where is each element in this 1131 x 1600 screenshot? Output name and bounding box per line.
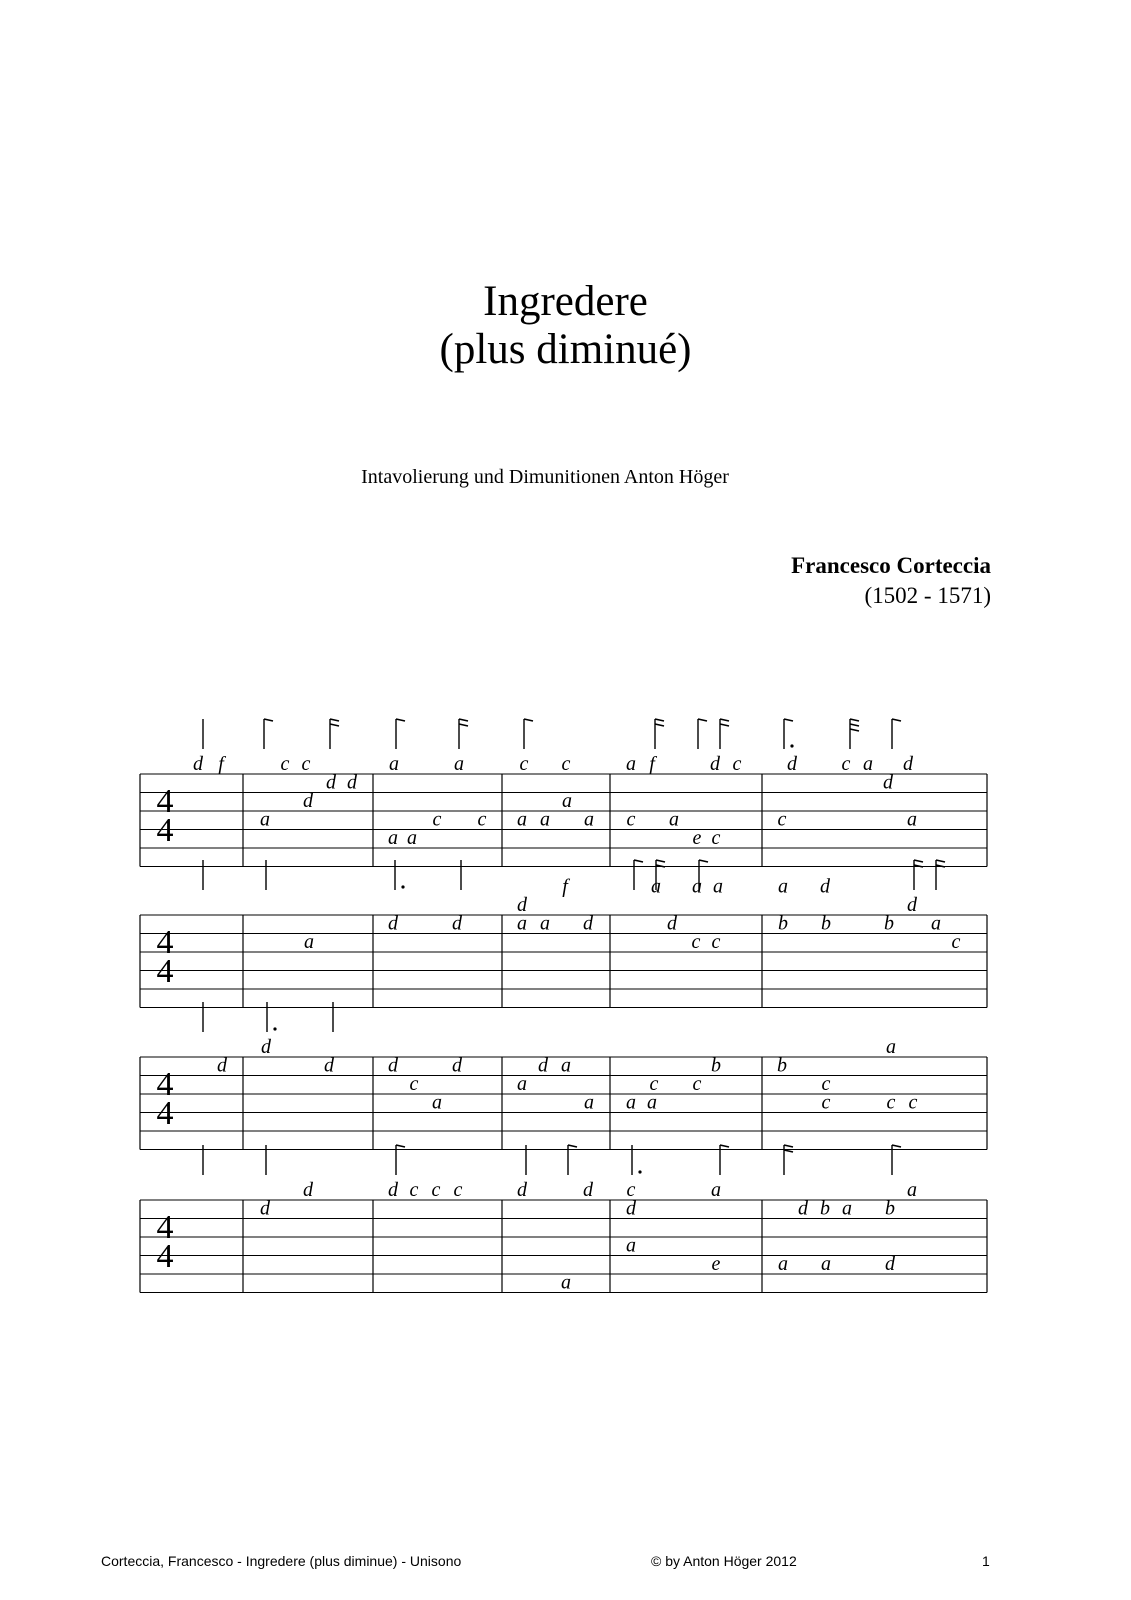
rhythm-flag (699, 860, 708, 862)
tab-letter: a (651, 875, 661, 898)
tab-letter: c (908, 1091, 918, 1114)
tab-letter: d (667, 912, 677, 935)
tab-letter: c (732, 753, 742, 775)
rhythm-flag (524, 719, 533, 721)
page-number: 1 (982, 1553, 990, 1569)
tab-letter: a (407, 827, 417, 849)
rhythm-flag (655, 724, 664, 726)
tab-letter: b (884, 912, 894, 935)
tab-letter: d (193, 753, 203, 775)
tab-letter: a (886, 1036, 896, 1058)
tab-letter: a (842, 1197, 852, 1220)
rhythm-flag (634, 860, 643, 862)
rhythm-flag (656, 860, 665, 862)
tab-letter: b (778, 912, 788, 935)
tab-letter: b (820, 1197, 830, 1220)
tab-letter: c (649, 1073, 659, 1095)
tab-letter: c (951, 931, 961, 953)
tab-letter: d (787, 753, 797, 775)
title-line-1: Ingredere (483, 278, 648, 325)
tab-letter: c (301, 753, 311, 775)
tab-letter: a (821, 1253, 831, 1275)
rhythm-flag (720, 1145, 729, 1147)
tab-letter: c (626, 1179, 636, 1201)
rhythm-flag (720, 724, 729, 726)
tab-letter: d (347, 771, 357, 794)
tab-letter: c (691, 931, 701, 953)
tab-letter: d (452, 1054, 462, 1077)
title-line-2: (plus diminué) (439, 326, 692, 373)
rhythm-flag (784, 719, 793, 721)
tab-letter: a (260, 808, 270, 831)
tab-letter: a (907, 1179, 917, 1201)
tab-letter: a (626, 753, 636, 775)
tab-letter: a (626, 1091, 636, 1114)
rhythm-flag (936, 860, 945, 862)
composer-dates: (1502 - 1571) (864, 583, 991, 608)
time-signature-bottom: 4 (156, 812, 174, 849)
tab-letter: a (561, 1271, 571, 1294)
tab-letter: d (388, 1054, 398, 1077)
rhythm-flag (330, 719, 339, 721)
rhythm-dot (273, 1027, 276, 1030)
tab-letter: a (626, 1234, 636, 1257)
tab-letter: c (280, 753, 290, 775)
rhythm-dot (638, 1170, 641, 1173)
tab-letter: a (304, 931, 314, 953)
tab-letter: d (820, 875, 830, 898)
rhythm-dot (401, 885, 404, 888)
tab-letter: d (798, 1197, 808, 1220)
tab-letter: a (561, 1054, 571, 1077)
tab-letter: d (388, 912, 398, 935)
rhythm-flag (720, 719, 729, 721)
tab-letter: d (903, 753, 913, 775)
tab-letter: c (431, 1179, 441, 1201)
rhythm-flag (459, 719, 468, 721)
tab-letter: d (517, 1179, 527, 1201)
rhythm-flag (396, 1145, 405, 1147)
tab-letter: a (713, 875, 723, 898)
rhythm-dot (790, 744, 793, 747)
tab-letter: d (885, 1253, 895, 1275)
arrangement-credit: Intavolierung und Dimunitionen Anton Höger (361, 466, 729, 488)
time-signature-bottom: 4 (156, 1095, 174, 1132)
tab-letter: a (432, 1091, 442, 1114)
time-signature-bottom: 4 (156, 1238, 174, 1275)
time-signature-top: 4 (156, 1066, 174, 1103)
rhythm-flag (892, 719, 901, 721)
tab-letter: d (303, 1179, 313, 1201)
tab-letter: d (907, 894, 917, 916)
tab-letter: a (584, 1091, 594, 1114)
tab-letter: d (883, 771, 893, 794)
rhythm-flag (459, 724, 468, 726)
rhythm-flag (396, 719, 405, 721)
rhythm-flag (892, 1145, 901, 1147)
rhythm-flag (850, 719, 859, 721)
rhythm-flag (655, 719, 664, 721)
footer-copyright: © by Anton Höger 2012 (651, 1553, 797, 1569)
tab-letter: d (452, 912, 462, 935)
tab-letter: b (777, 1054, 787, 1077)
rhythm-flag (850, 724, 859, 726)
tab-letter: c (841, 753, 851, 775)
rhythm-flag (914, 860, 923, 862)
tab-letter: c (432, 808, 442, 831)
tab-letter: a (907, 808, 917, 831)
tab-letter: a (562, 790, 572, 812)
tab-letter: a (669, 808, 679, 831)
rhythm-flag (698, 719, 707, 721)
tab-letter: e (711, 1253, 721, 1275)
tab-letter: a (517, 808, 527, 831)
tab-letter: d (583, 912, 593, 935)
tab-letter: c (777, 808, 787, 831)
tab-letter: a (863, 753, 873, 775)
tab-letter: a (778, 875, 788, 898)
rhythm-flag (264, 719, 273, 721)
time-signature-bottom: 4 (156, 953, 174, 990)
time-signature-top: 4 (156, 1209, 174, 1246)
tab-letter: b (821, 912, 831, 935)
tab-letter: a (388, 827, 398, 849)
tab-letter: a (540, 912, 550, 935)
tab-letter: a (711, 1179, 721, 1201)
tab-letter: d (626, 1197, 636, 1220)
tab-letter: d (326, 771, 336, 794)
tab-letter: d (260, 1197, 270, 1220)
tab-letter: f (562, 875, 568, 898)
tab-letter: c (453, 1179, 463, 1201)
tab-letter: d (261, 1036, 271, 1058)
tab-letter: c (821, 1073, 831, 1095)
tab-letter: c (711, 931, 721, 953)
tab-letter: a (778, 1253, 788, 1275)
tab-letter: d (217, 1054, 227, 1077)
rhythm-flag (784, 1145, 793, 1147)
tab-letter: c (409, 1073, 419, 1095)
rhythm-flag (568, 1145, 577, 1147)
tab-letter: a (931, 912, 941, 935)
tab-letter: c (711, 827, 721, 849)
tab-letter: a (647, 1091, 657, 1114)
tab-letter: d (583, 1179, 593, 1201)
rhythm-flag (784, 1150, 793, 1152)
time-signature-top: 4 (156, 924, 174, 961)
rhythm-flag (850, 729, 859, 731)
tab-letter: c (692, 1073, 702, 1095)
tab-letter: d (324, 1054, 334, 1077)
tab-letter: a (692, 875, 702, 898)
time-signature-top: 4 (156, 783, 174, 820)
tab-letter: d (388, 1179, 398, 1201)
tab-letter: d (538, 1054, 548, 1077)
tab-letter: a (389, 753, 399, 775)
tab-letter: d (303, 790, 313, 812)
tab-letter: c (561, 753, 571, 775)
tab-letter: a (517, 1073, 527, 1095)
tab-letter: f (649, 753, 655, 775)
tab-letter: c (409, 1179, 419, 1201)
tab-letter: a (540, 808, 550, 831)
tab-letter: d (517, 894, 527, 916)
tab-letter: d (710, 753, 720, 775)
tab-letter: c (626, 808, 636, 831)
tab-letter: b (885, 1197, 895, 1220)
footer-title: Corteccia, Francesco - Ingredere (plus diminue) - Unisono (101, 1553, 462, 1569)
tab-letter: a (517, 912, 527, 935)
tab-letter: a (454, 753, 464, 775)
rhythm-flag (330, 724, 339, 726)
tab-letter: c (821, 1091, 831, 1114)
composer-name: Francesco Corteccia (791, 553, 991, 578)
tab-letter: c (477, 808, 487, 831)
tab-letter: e (692, 827, 702, 849)
tab-letter: a (584, 808, 594, 831)
tab-letter: b (711, 1054, 721, 1077)
tab-letter: c (886, 1091, 896, 1114)
tab-letter: c (519, 753, 529, 775)
tab-letter: f (218, 753, 224, 775)
